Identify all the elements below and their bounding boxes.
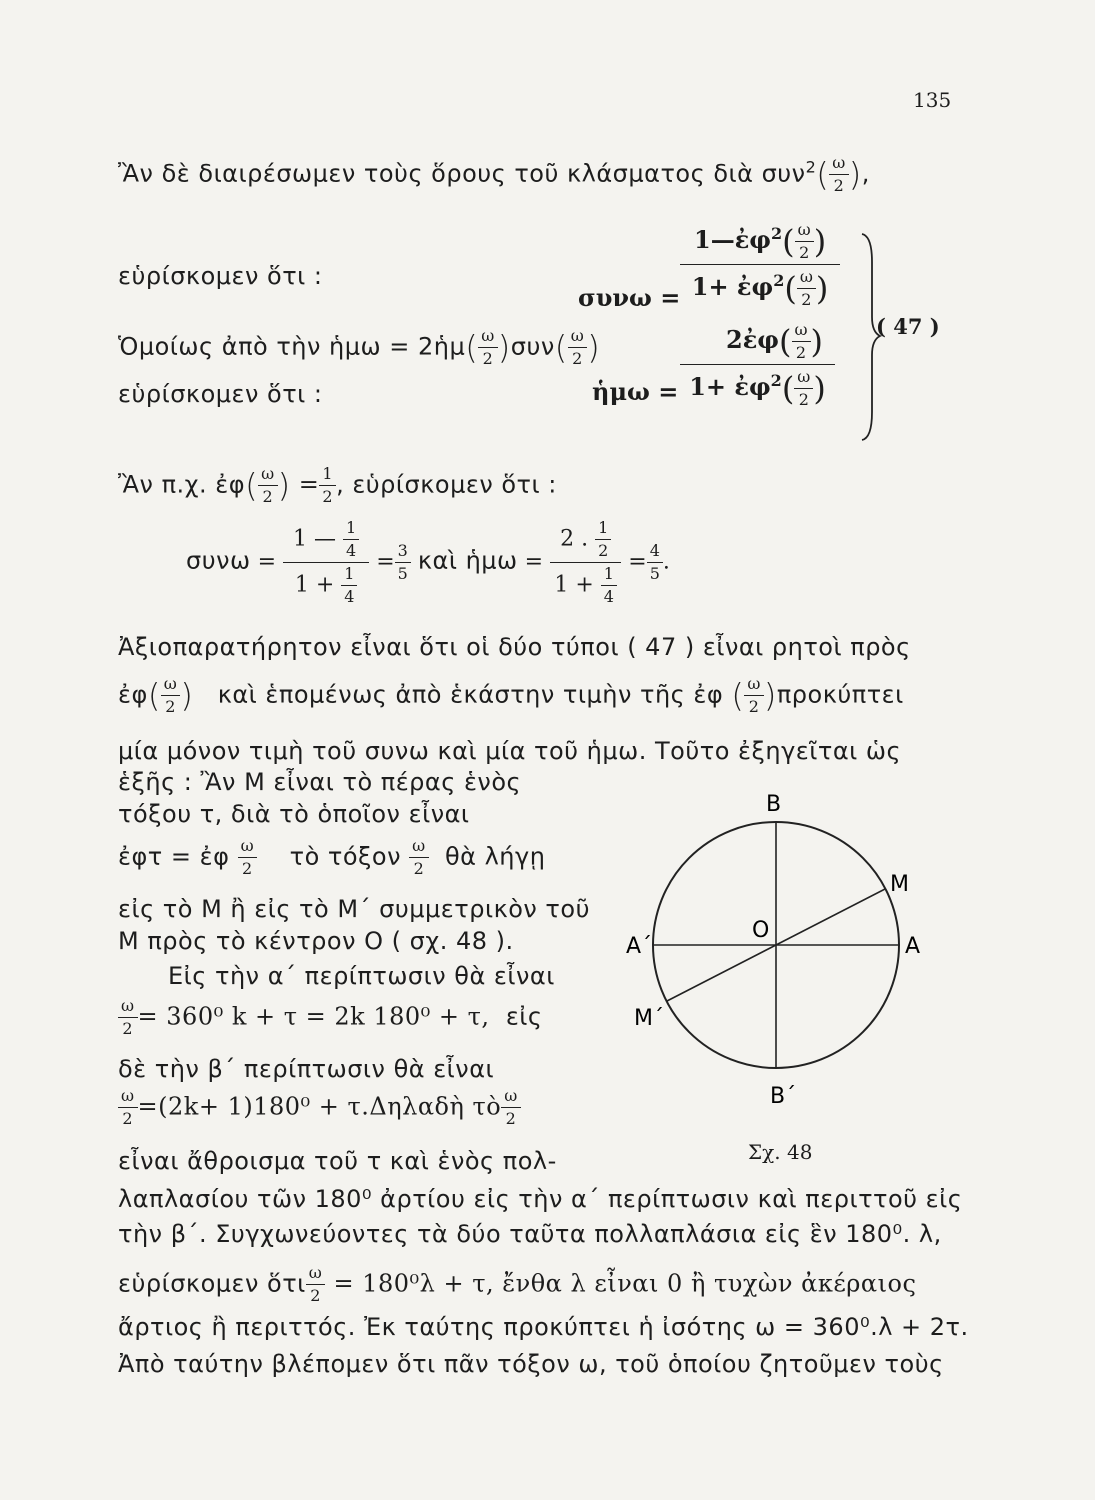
at-M-line: εἰς τὸ Μ ἢ εἰς τὸ Μ΄ συμμετρικὸν τοῦ [118, 895, 590, 923]
second-case-line: δὲ τὴν β΄ περίπτωσιν θὰ εἶναι [118, 1055, 495, 1083]
label-O: O [752, 918, 770, 943]
remarkable-line: Ἀξιοπαρατήρητον εἶναι ὅτι οἱ δύο τύποι ( 47 ) εἶναι ρητοὶ πρὸς [118, 633, 911, 661]
label-A: A [905, 934, 921, 959]
numeric-example: συνω = 1 — $\frac{1}{4}$ 1 + $\frac{1}{4}$ = $\frac{3}{5}$ καὶ ἡμω = 2 . $\frac{1}{2}$ 1 + $\frac{1}{4}$ = $\frac{4}{5}$ . [186, 518, 670, 606]
sum-of-line: εἶναι ἄθροισμα τοῦ τ καὶ ἑνὸς πολ- [118, 1147, 557, 1175]
syn-fraction: 1—ἐφ$^2$( $\frac{\omega}{2}$ ) 1+ ἐφ$^2$( $\frac{\omega}{2}$ ) [680, 222, 840, 308]
first-case-line: Εἰς τὴν α΄ περίπτωσιν θὰ εἶναι [168, 962, 555, 990]
page-number: 135 [913, 88, 952, 112]
hm-fraction: 2ἐφ( $\frac{\omega}{2}$ ) 1+ ἐφ$^2$( $\frac{\omega}{2}$ ) [680, 322, 835, 408]
ephtau-line: ἐφτ = ἐφ $\frac{\omega}{2}$ τὸ τόξον $\frac{\omega}{2}$ θὰ λήγῃ [118, 836, 546, 878]
as-follows-line: ἑξῆς : Ἂν Μ εἶναι τὸ πέρας ἑνὸς [118, 768, 522, 796]
intro-line: Ἂν δὲ διαιρέσωμεν τοὺς ὅρους τοῦ κλάσματος διὰ συν$^2$( $\frac{\omega}{2}$ ), [118, 153, 870, 195]
hm-omega: ἡμω = [592, 377, 679, 406]
figure-caption: Σχ. 48 [748, 1140, 813, 1164]
arc-tau-line: τόξου τ, διὰ τὸ ὁποῖον εἶναι [118, 800, 470, 828]
eph-line: ἐφ( $\frac{\omega}{2}$ ) καὶ ἑπομένως ἀπὸ ἑκάστην τιμὴν τῆς ἐφ ( $\frac{\omega}{2}$ )προκύπτει [118, 674, 904, 716]
even-odd-line: ἄρτιος ἢ περιττός. Ἐκ ταύτης προκύπτει ἡ ἰσότης ω = 360⁰.λ + 2τ. [118, 1313, 969, 1341]
finding-3-line: εὑρίσκομεν ὅτι $\frac{\omega}{2}$ = 180⁰λ + τ, ἔνθα λ εἶναι 0 ἢ τυχὼν ἀκέραιος [118, 1263, 917, 1305]
last-line: Ἀπὸ ταύτην βλέπομεν ὅτι πᾶν τόξον ω, τοῦ ὁποίου ζητοῦμεν τοὺς [118, 1350, 944, 1378]
second-b-line: τὴν β΄. Συγχωνεύοντες τὰ δύο ταῦτα πολλαπλάσια εἰς ἓν 180⁰. λ, [118, 1220, 942, 1248]
similarly-line: Ὁμοίως ἀπὸ τὴν ἡμω = 2ἡμ( $\frac{\omega}{2}$ )συν( $\frac{\omega}{2}$ ) [118, 326, 601, 368]
label-B2: B΄ [770, 1084, 797, 1109]
figure-48 [620, 785, 930, 1125]
eq1-line: $\frac{\omega}{2}$ = 360⁰ k + τ = 2k 180⁰ + τ, εἰς [118, 998, 543, 1037]
multiple-line: λαπλασίου τῶν 180⁰ ἀρτίου εἰς τὴν α΄ περίπτωσιν καὶ περιττοῦ εἰς [118, 1185, 963, 1213]
equation-number-47: ( 47 ) [876, 314, 940, 339]
syn-omega: συνω = [578, 283, 681, 312]
label-M2: M΄ [634, 1006, 664, 1031]
finding-1: εὑρίσκομεν ὅτι : [118, 262, 323, 290]
label-B: B [766, 792, 782, 817]
label-A2: A΄ [626, 934, 653, 959]
M-toward-line: Μ πρὸς τὸ κέντρον Ο ( σχ. 48 ). [118, 927, 514, 955]
intro-text: Ἂν δὲ διαιρέσωμεν τοὺς ὅρους τοῦ κλάσματος διὰ συν [118, 159, 806, 188]
eq2-line: $\frac{\omega}{2}$ =(2k+ 1)180⁰ + τ.Δηλαδὴ τὸ $\frac{\omega}{2}$ [118, 1088, 521, 1127]
example-line: Ἂν π.χ. ἐφ( $\frac{\omega}{2}$ ) = $\frac{1}{2}$ , εὑρίσκομεν ὅτι : [118, 464, 557, 506]
finding-2: εὑρίσκομεν ὅτι : [118, 380, 323, 408]
label-M: M [890, 872, 909, 897]
one-value-line: μία μόνον τιμὴ τοῦ συνω καὶ μία τοῦ ἡμω. Τοῦτο ἐξηγεῖται ὡς [118, 737, 902, 765]
